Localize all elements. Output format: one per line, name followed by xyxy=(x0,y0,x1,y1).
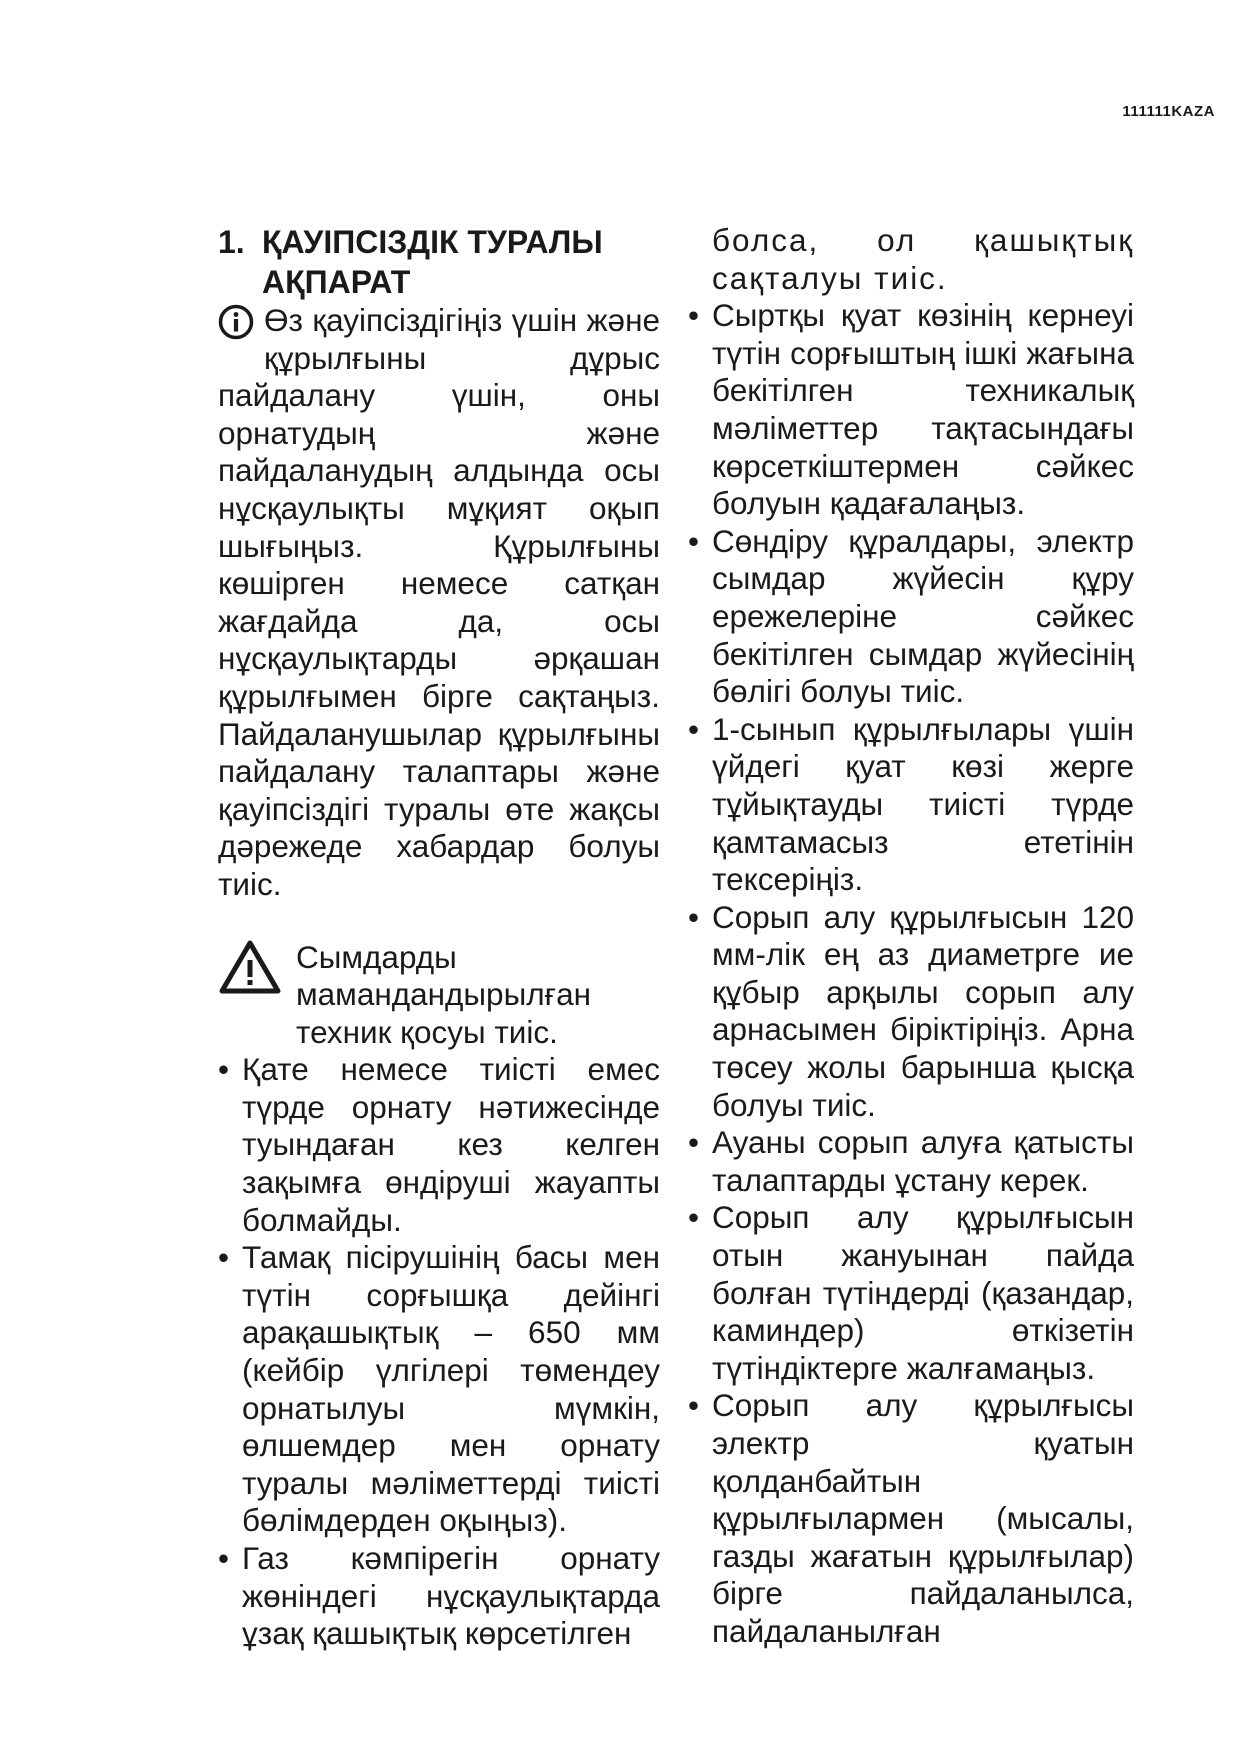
list-item: • Қате немесе тиісті емес түрде орнату нәтижесінде туындаған кез келген зақымға өндіруші жауапты болмайды. xyxy=(218,1051,660,1239)
list-item: • Газ кәмпірегін орнату жөніндегі нұсқаулықтарда ұзақ қашықтық көрсетілген xyxy=(218,1540,660,1653)
section-number: 1. xyxy=(218,224,245,260)
list-item: • Сорып алу құрылғысын отын жануынан пайда болған түтіндерді (қазандар, каминдер) өткізетін түтіндіктерге жалғамаңыз. xyxy=(688,1199,1134,1387)
continued-text: болса, ол қашықтық сақталуы тиіс. xyxy=(712,222,1134,296)
info-text: Өз қауіпсіздігіңіз үшін және құрылғыны дұрыс пайдалану үшін, оны орнатудың және пайдаланудың алдында осы нұсқаулықты мұқият оқып шығыңыз. Құрылғыны көшірген немесе сатқан жағдайда да, осы нұсқаулықтарды әрқашан құрылғымен бірге сақтаңыз. Пайдаланушылар құрылғыны пайдалану талаптары және қауіпсіздігі туралы өте жақсы дәрежеде хабардар болуы тиіс. xyxy=(218,302,660,902)
warning-text: Сымдарды мамандандырылған техник қосуы тиіс. xyxy=(296,938,592,1050)
document-code: 111111KAZA xyxy=(1122,103,1215,120)
right-column xyxy=(688,222,1134,1651)
left-column xyxy=(218,222,660,1653)
list-item: • Сорып алу құрылғысы электр қуатын қолданбайтын құрылғылармен (мысалы, газды жағатын құрылғылар) бірге пайдаланылса, пайдаланылған xyxy=(688,1387,1134,1650)
list-item: • Тамақ пісірушінің басы мен түтін сорғышқа дейінгі арақашықтық – 650 мм (кейбір үлгілері төмендеу орнатылуы мүмкін, өлшемдер мен орнату туралы мәліметтерді тиісті бөлімдерден оқыңыз). xyxy=(218,1239,660,1540)
warning-notice xyxy=(218,939,660,1052)
right-bullet-list xyxy=(688,297,1134,1650)
info-notice xyxy=(218,302,660,904)
section-heading xyxy=(218,222,660,302)
list-item: • 1-сынып құрылғылары үшін үйдегі қуат көзі жерге тұйықтауды тиісті түрде қамтамасыз ететінін тексеріңіз. xyxy=(688,711,1134,899)
list-item: • Сөндіру құралдары, электр сымдар жүйесін құру ережелеріне сәйкес бекітілген сымдар жүйесінің бөлігі болуы тиіс. xyxy=(688,523,1134,711)
left-bullet-list xyxy=(218,1051,660,1653)
info-icon xyxy=(218,304,254,340)
list-item: • Сыртқы қуат көзінің кернеуі түтін сорғыштың ішкі жағына бекітілген техникалық мәліметтер тақтасындағы көрсеткіштермен сәйкес болуын қадағалаңыз. xyxy=(688,297,1134,523)
list-item: • Сорып алу құрылғысын 120 мм-лік ең аз диаметрге ие құбыр арқылы сорып алу арнасымен біріктіріңіз. Арна төсеу жолы барынша қысқа болуы тиіс. xyxy=(688,899,1134,1125)
warning-icon xyxy=(218,939,282,995)
section-title: ҚАУІПСІЗДІК ТУРАЛЫ АҚПАРАТ xyxy=(262,224,603,300)
list-item: • Ауаны сорып алуға қатысты талаптарды ұстану керек. xyxy=(688,1124,1134,1199)
